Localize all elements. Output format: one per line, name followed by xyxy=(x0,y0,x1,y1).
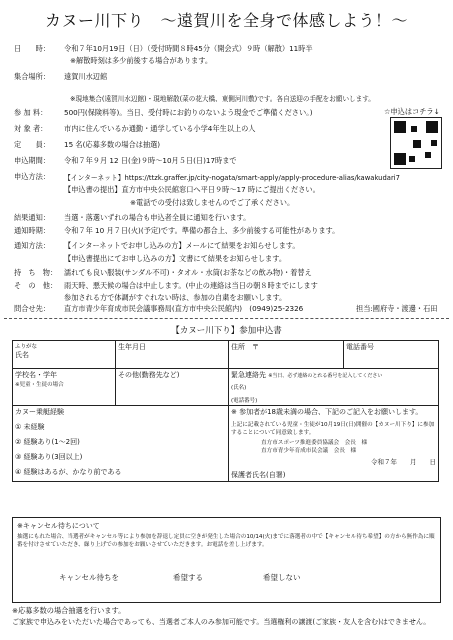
cancel-label: キャンセル待ちを xyxy=(59,573,119,582)
method-internet: 【インターネット】https://ttzk.graffer.jp/city-nogata/smart-apply/apply-procedure-alias/kawakudari7 xyxy=(64,174,400,182)
exp-option-2[interactable]: ② 経験あり(1～2回) xyxy=(15,438,80,446)
furigana-label: ふりがな xyxy=(15,344,38,350)
cancel-no-option[interactable]: 希望しない xyxy=(263,573,301,582)
school-label: 学校名・学年 xyxy=(15,371,57,379)
place-note: ※現地集合(遠賀川水辺館)・現地解散(菜の花大橋、東側河川敷)です。各自送迎の手配をお願いします。 xyxy=(70,95,375,103)
guardian-label: 保護者氏名(自署) xyxy=(231,471,286,479)
other-work-label: その他(勤務先など) xyxy=(118,371,180,379)
emergency-note: ※当日、必ず連絡のとれる番号を記入してください xyxy=(268,373,383,379)
form-title: 【カヌー川下り】参加申込書 xyxy=(171,326,282,336)
method-label: 申込方法： xyxy=(14,172,50,181)
cancel-waitlist-box xyxy=(12,517,441,603)
period-value: 令和７年９月 12 日(金)９時～10月５日(日)17時まで xyxy=(64,156,237,165)
period-label: 申込期間： xyxy=(14,156,50,165)
qr-code-icon[interactable] xyxy=(390,117,442,169)
place-label: 集合場所： xyxy=(14,72,50,81)
target-label: 対 象 者： xyxy=(14,124,48,133)
cut-line xyxy=(4,318,449,319)
other-value: 雨天時、悪天候の場合は中止します。(中止の連絡は当日の朝８時までにします xyxy=(64,281,318,290)
method-paper: 【申込書の提出】直方市中央公民館窓口へ平日９時～17 時にご提出ください。 xyxy=(64,185,320,194)
contact-label: 問合せ先： xyxy=(14,304,50,313)
capacity-value: 15 名(応募多数の場合は抽選) xyxy=(64,140,161,149)
minor-note: ※ 参加者が18歳未満の場合、下記のご記入をお願いします。 xyxy=(231,408,423,416)
guardian-signature-field[interactable] xyxy=(231,470,436,480)
target-value: 市内に住んでいるか通勤・通学している小学4年生以上の人 xyxy=(64,124,256,133)
consent-text: 上記に記載されている児童・生徒が10月19日(日)開催の【カヌー川下り】に参加することについて同意致します。 xyxy=(231,422,435,436)
date-value: 令和７年10月19日（日）（受付時間８時45分（開会式）９時（解散）11時半 xyxy=(64,44,313,53)
phone-label: 電話番号 xyxy=(346,343,374,351)
other-work-field[interactable] xyxy=(116,369,229,406)
notice-method-paper: 【申込書提出にてお申し込みの方】文書にて結果をお知らせします。 xyxy=(64,254,287,263)
experience-section xyxy=(13,406,229,482)
method-paper-note: ※電話での受付は致しませんのでご了承ください。 xyxy=(130,198,295,207)
cancel-yes-option[interactable]: 希望する xyxy=(173,573,203,582)
fee-label: 参 加 料： xyxy=(14,108,48,117)
notice-method-label: 通知方法： xyxy=(14,241,50,250)
page-title: カヌー川下り ～遠賀川を全身で体感しよう！～ xyxy=(44,11,408,30)
footer-note-2: ご家族で申込みをいただいた場合であっても、当選者ご本人のみ参加可能です。当選権利の譲渡(ご家族・友人を含む)はできません。 xyxy=(12,618,431,626)
exp-option-4[interactable]: ④ 経験はあるが、かなり前である xyxy=(15,468,122,476)
result-value: 当選・落選いずれの場合も申込者全員に通知を行います。 xyxy=(64,213,251,222)
address-field[interactable] xyxy=(229,341,344,369)
application-form xyxy=(12,340,439,482)
addressee-2: 直方市青少年育成市民会議 会長 様 xyxy=(261,448,357,454)
cancel-body: 抽選にもれた場合、当選者がキャンセル等により参加を辞退し定員に空きが発生した場合の10/14(火)までに落選者の中で【キャンセル待ち希望】の方から無作為に順番を付けさせていただき、繰り上げでの参加をお願いさせていただきます。お電話を差し上げます。 xyxy=(17,534,435,548)
cooperation: 担当:國府寺・渡邊・石田 xyxy=(356,304,438,313)
exp-option-3[interactable]: ③ 経験あり(3回以上) xyxy=(15,453,83,461)
birthday-label: 生年月日 xyxy=(118,343,146,351)
experience-title: カヌー乗艇経験 xyxy=(15,408,64,416)
name-label: 氏名 xyxy=(15,351,29,359)
address-label: 住所 〒 xyxy=(231,343,259,351)
date-line: 令和７年 月 日 xyxy=(371,458,436,466)
notice-date-value: 令和７年 10 月７日(火)(予定)です。準備の都合上、多少前後する可能性があります。 xyxy=(64,226,340,235)
other-label: そ の 他： xyxy=(14,281,58,290)
exp-option-1[interactable]: ① 未経験 xyxy=(15,423,45,431)
birthday-field[interactable] xyxy=(116,341,229,369)
cancel-title: ※キャンセル待ちについて xyxy=(17,522,100,530)
emergency-label: 緊急連絡先 xyxy=(231,371,266,379)
fee-value: 500円(保険料等)。当日、受付時にお釣りのないよう現金でご準備ください。) xyxy=(64,108,313,117)
notice-method-internet: 【インターネットでお申し込みの方】メールにて結果をお知らせします。 xyxy=(64,241,300,250)
other-note: 参加される方で体調がすぐれない時は、参加の自粛をお願いします。 xyxy=(64,293,287,302)
footer-note-1: ※応募多数の場合抽選を行います。 xyxy=(12,606,126,615)
qr-caption: ☆申込はコチラ↓ xyxy=(384,107,440,116)
phone-field[interactable] xyxy=(344,341,439,369)
capacity-label: 定 員： xyxy=(14,140,50,149)
emergency-phone-label: (電話番号) xyxy=(231,398,258,404)
school-note: ※児童・生徒の場合 xyxy=(15,382,64,388)
date-note: ※解散時刻は多少前後する場合があります。 xyxy=(70,56,213,65)
result-label: 結果通知： xyxy=(14,213,50,222)
addressee-1: 直方市スポーツ推進委員協議会 会長 様 xyxy=(261,440,368,446)
school-field[interactable] xyxy=(13,369,116,406)
belongings-value: 濡れても良い服装(サンダル不可)・タオル・水筒(お茶などの飲み物)・着替え xyxy=(64,268,312,277)
belongings-label: 持 ち 物： xyxy=(14,268,58,277)
place-value: 遠賀川水辺館 xyxy=(64,72,108,81)
contact-value: 直方市青少年育成市民会議事務局(直方市中央公民館内) (0949)25-2326 xyxy=(64,304,304,313)
date-label: 日 時： xyxy=(14,44,50,53)
notice-date-label: 通知時期： xyxy=(14,226,50,235)
emergency-name-label: (氏名) xyxy=(231,385,247,391)
emergency-field[interactable] xyxy=(229,369,439,406)
guardian-section xyxy=(229,406,439,482)
